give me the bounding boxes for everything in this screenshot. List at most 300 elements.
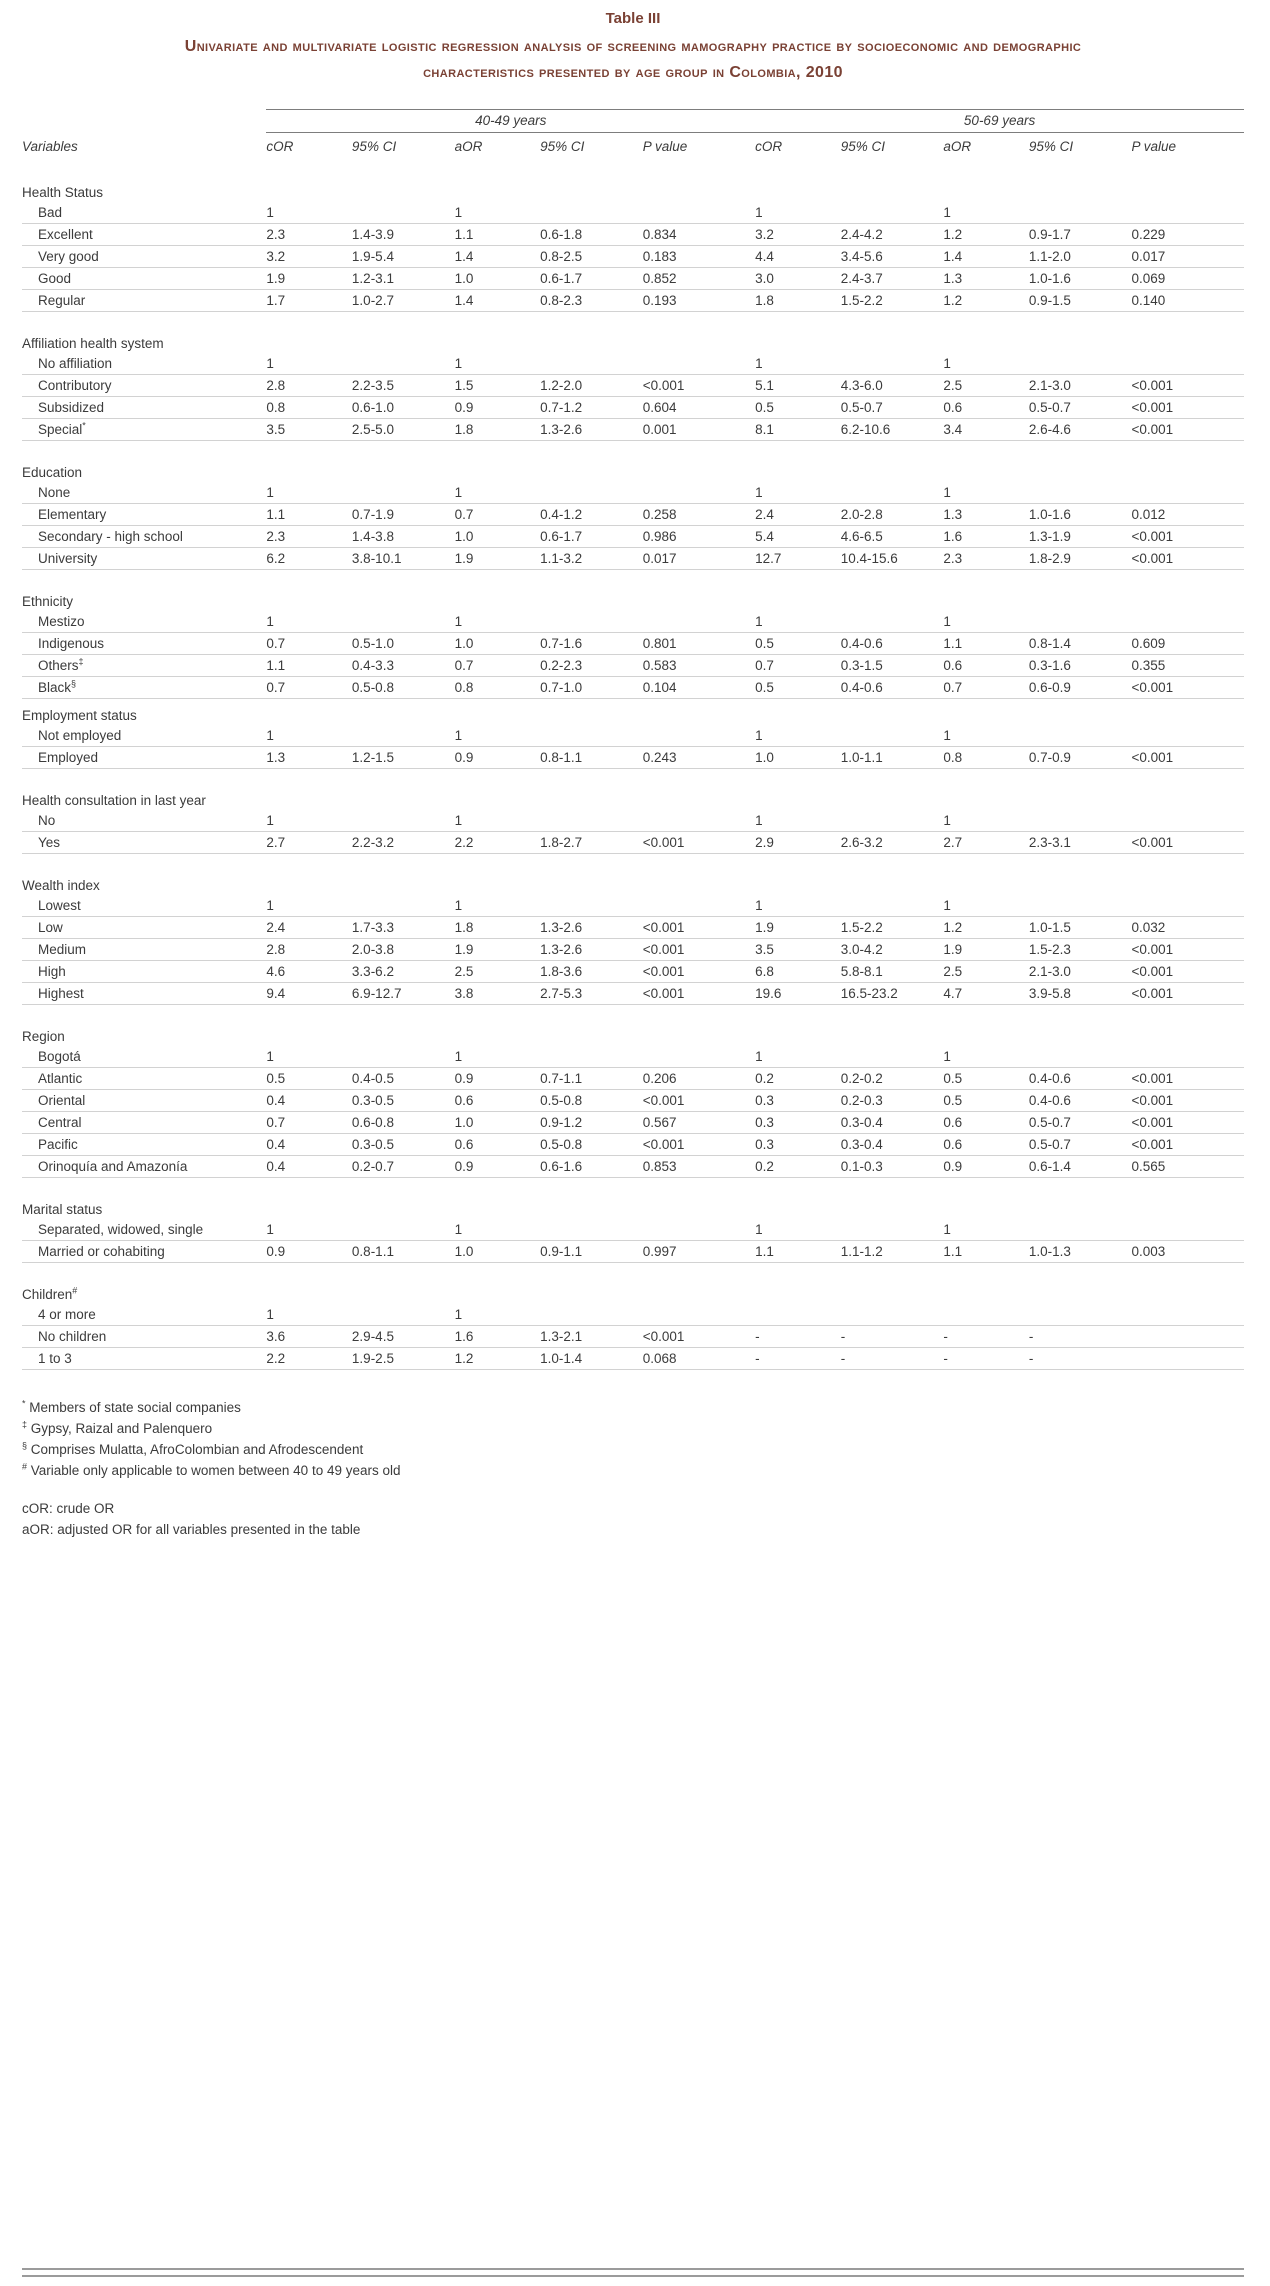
value-cell (540, 611, 643, 633)
value-cell: 2.2-3.5 (352, 375, 455, 397)
value-cell: 0.140 (1132, 290, 1245, 312)
value-cell (1132, 1304, 1245, 1326)
table-row (22, 961, 1244, 983)
value-cell: 1.9-2.5 (352, 1348, 455, 1370)
value-cell: 0.7 (266, 677, 352, 699)
section-gap (22, 441, 1244, 457)
row-label: 1 to 3 (22, 1348, 266, 1370)
value-cell (1132, 725, 1245, 747)
value-cell: 1 (266, 1304, 352, 1326)
value-cell: 0.6-0.8 (352, 1112, 455, 1134)
value-cell: 1.2 (455, 1348, 541, 1370)
value-cell: <0.001 (643, 1090, 755, 1112)
row-label: Good (22, 268, 266, 290)
value-cell: <0.001 (643, 375, 755, 397)
value-cell: 0.3-0.5 (352, 1134, 455, 1156)
section-title: Ethnicity (22, 594, 74, 610)
value-cell: 2.6-3.2 (841, 832, 944, 854)
row-label: Black§ (22, 677, 266, 699)
value-cell (1029, 353, 1132, 375)
value-cell: 1.1 (266, 655, 352, 677)
value-cell (841, 810, 944, 832)
value-cell: 1 (266, 1046, 352, 1068)
value-cell: 3.4 (943, 419, 1029, 441)
value-cell: 1 (455, 482, 541, 504)
value-cell: 0.4-0.6 (841, 677, 944, 699)
value-cell (540, 725, 643, 747)
row-label: No affiliation (22, 353, 266, 375)
value-cell: 1.3 (943, 268, 1029, 290)
value-cell: 0.9 (266, 1241, 352, 1263)
table-row (22, 268, 1244, 290)
value-cell (755, 1304, 841, 1326)
value-cell: 0.834 (643, 224, 755, 246)
row-label: Others‡ (22, 655, 266, 677)
value-cell: 1.1 (266, 504, 352, 526)
value-cell (1132, 895, 1245, 917)
value-cell: 1.8-3.6 (540, 961, 643, 983)
value-cell: 0.243 (643, 747, 755, 769)
value-cell: 0.5-0.7 (841, 397, 944, 419)
footnotes (22, 1398, 1244, 1482)
value-cell: 2.5 (943, 375, 1029, 397)
value-cell: 1 (455, 895, 541, 917)
row-label: Excellent (22, 224, 266, 246)
value-cell: 2.8 (266, 375, 352, 397)
value-cell: 1.4 (455, 290, 541, 312)
value-cell (643, 611, 755, 633)
row-label: High (22, 961, 266, 983)
section-header-row (22, 699, 1244, 726)
table-row (22, 1304, 1244, 1326)
value-cell: 5.1 (755, 375, 841, 397)
value-cell: <0.001 (1132, 1134, 1245, 1156)
value-cell: 1.0-1.1 (841, 747, 944, 769)
value-cell: <0.001 (1132, 747, 1245, 769)
value-cell: 6.2-10.6 (841, 419, 944, 441)
value-cell (1132, 353, 1245, 375)
value-cell (352, 1304, 455, 1326)
value-cell: 1.3 (266, 747, 352, 769)
table-row (22, 1219, 1244, 1241)
value-cell: <0.001 (1132, 1112, 1245, 1134)
table-row (22, 810, 1244, 832)
value-cell: 1.2-3.1 (352, 268, 455, 290)
table-row (22, 202, 1244, 224)
value-cell: 4.7 (943, 983, 1029, 1005)
section-gap (22, 1178, 1244, 1194)
value-cell: 0.4-0.6 (1029, 1068, 1132, 1090)
value-cell (540, 1219, 643, 1241)
value-cell: 1 (266, 482, 352, 504)
value-cell: - (755, 1326, 841, 1348)
value-cell: - (1029, 1348, 1132, 1370)
section-title: Children# (22, 1285, 78, 1303)
table-row (22, 655, 1244, 677)
abbreviation: cOR: crude OR (22, 1500, 115, 1516)
value-cell: <0.001 (643, 983, 755, 1005)
value-cell: - (943, 1348, 1029, 1370)
value-cell (643, 1304, 755, 1326)
section-gap (22, 570, 1244, 586)
value-cell (841, 1304, 944, 1326)
value-cell: 0.8-1.4 (1029, 633, 1132, 655)
value-cell: 1.0-1.6 (1029, 504, 1132, 526)
value-cell (841, 1046, 944, 1068)
value-cell: <0.001 (1132, 548, 1245, 570)
value-cell: 1 (266, 611, 352, 633)
value-cell: <0.001 (643, 832, 755, 854)
row-label: Employed (22, 747, 266, 769)
value-cell: 0.258 (643, 504, 755, 526)
value-cell: 0.6 (455, 1134, 541, 1156)
row-label: Married or cohabiting (22, 1241, 266, 1263)
value-cell: 1.1-3.2 (540, 548, 643, 570)
value-cell: 0.9-1.1 (540, 1241, 643, 1263)
value-cell: 0.069 (1132, 268, 1245, 290)
column-header-ci-3: 95% CI (840, 139, 885, 155)
section-title: Region (22, 1029, 65, 1045)
value-cell: 1.5 (455, 375, 541, 397)
value-cell: 3.6 (266, 1326, 352, 1348)
value-cell: 1 (943, 202, 1029, 224)
value-cell: <0.001 (1132, 1068, 1245, 1090)
value-cell: 19.6 (755, 983, 841, 1005)
value-cell: 1.1 (455, 224, 541, 246)
section-title: Health consultation in last year (22, 793, 206, 809)
table-header (22, 110, 1244, 162)
section-header-row (22, 784, 1244, 810)
value-cell: 0.565 (1132, 1156, 1245, 1178)
value-cell (1029, 202, 1132, 224)
value-cell (643, 353, 755, 375)
table-row (22, 353, 1244, 375)
row-label: University (22, 548, 266, 570)
value-cell: 1.1 (755, 1241, 841, 1263)
value-cell: - (841, 1326, 944, 1348)
value-cell (1029, 482, 1132, 504)
value-cell: 1.1 (943, 1241, 1029, 1263)
value-cell: 0.4-3.3 (352, 655, 455, 677)
row-label: Separated, widowed, single (22, 1219, 266, 1241)
value-cell: - (943, 1326, 1029, 1348)
value-cell: 3.5 (755, 939, 841, 961)
value-cell: 0.6 (943, 397, 1029, 419)
value-cell: 2.2 (266, 1348, 352, 1370)
value-cell: 6.9-12.7 (352, 983, 455, 1005)
value-cell: 1.9 (755, 917, 841, 939)
value-cell (352, 353, 455, 375)
value-cell: 0.193 (643, 290, 755, 312)
value-cell: 0.5 (755, 397, 841, 419)
value-cell (643, 1219, 755, 1241)
section-gap (22, 161, 1244, 176)
value-cell: 0.7 (266, 1112, 352, 1134)
value-cell: 2.6-4.6 (1029, 419, 1132, 441)
value-cell: 0.3-1.6 (1029, 655, 1132, 677)
value-cell: 1.1-2.0 (1029, 246, 1132, 268)
value-cell: 1.2 (943, 917, 1029, 939)
bottom-double-rule (22, 2268, 1244, 2277)
value-cell: 0.5-0.8 (540, 1134, 643, 1156)
row-label: Lowest (22, 895, 266, 917)
value-cell: 0.4 (266, 1156, 352, 1178)
value-cell: 2.1-3.0 (1029, 375, 1132, 397)
value-cell: 0.4-1.2 (540, 504, 643, 526)
header-corner (22, 110, 266, 133)
value-cell: 0.8-1.1 (352, 1241, 455, 1263)
value-cell: 0.6-0.9 (1029, 677, 1132, 699)
footnote: § Comprises Mulatta, AfroColombian and Afrodescendent (22, 1440, 364, 1458)
value-cell: 1 (755, 1046, 841, 1068)
value-cell: 0.3 (755, 1112, 841, 1134)
table-row (22, 983, 1244, 1005)
table-row (22, 917, 1244, 939)
value-cell: 0.5-0.7 (1029, 397, 1132, 419)
value-cell: 2.0-3.8 (352, 939, 455, 961)
value-cell: 0.5-0.8 (540, 1090, 643, 1112)
value-cell: 2.0-2.8 (841, 504, 944, 526)
value-cell: 16.5-23.2 (841, 983, 944, 1005)
value-cell: 5.8-8.1 (841, 961, 944, 983)
value-cell: 0.3-0.5 (352, 1090, 455, 1112)
value-cell: 2.4 (266, 917, 352, 939)
value-cell (1029, 1046, 1132, 1068)
value-cell: <0.001 (1132, 832, 1245, 854)
table-row (22, 611, 1244, 633)
value-cell: 3.9-5.8 (1029, 983, 1132, 1005)
value-cell: 2.3 (943, 548, 1029, 570)
value-cell: 1 (943, 895, 1029, 917)
value-cell: 0.6 (943, 1112, 1029, 1134)
value-cell (540, 1304, 643, 1326)
value-cell: 1.6 (943, 526, 1029, 548)
value-cell: <0.001 (1132, 677, 1245, 699)
section-title: Employment status (22, 708, 137, 724)
value-cell: 1.8 (755, 290, 841, 312)
value-cell: 1 (755, 611, 841, 633)
value-cell: 1 (455, 353, 541, 375)
value-cell: 2.5 (455, 961, 541, 983)
value-cell (352, 202, 455, 224)
value-cell: 1.9 (455, 548, 541, 570)
value-cell: 1.0 (455, 1241, 541, 1263)
value-cell: <0.001 (643, 961, 755, 983)
value-cell: - (841, 1348, 944, 1370)
value-cell: 2.4-4.2 (841, 224, 944, 246)
row-label: Low (22, 917, 266, 939)
table-row (22, 1112, 1244, 1134)
value-cell: 6.8 (755, 961, 841, 983)
value-cell (841, 482, 944, 504)
value-cell: 1 (755, 482, 841, 504)
section-gap (22, 312, 1244, 328)
value-cell: - (1029, 1326, 1132, 1348)
value-cell: 1.0 (455, 268, 541, 290)
table-row (22, 419, 1244, 441)
value-cell (352, 611, 455, 633)
value-cell: 1 (755, 202, 841, 224)
section-header-row (22, 456, 1244, 482)
value-cell: 1.0-1.6 (1029, 268, 1132, 290)
value-cell: 0.9-1.7 (1029, 224, 1132, 246)
value-cell (1132, 810, 1245, 832)
value-cell: 1.4-3.8 (352, 526, 455, 548)
row-label: Pacific (22, 1134, 266, 1156)
row-label: Central (22, 1112, 266, 1134)
column-header-row (22, 133, 1244, 162)
row-label: No children (22, 1326, 266, 1348)
column-header-pvalue-2: P value (1131, 139, 1177, 155)
section-title: Marital status (22, 1202, 103, 1218)
value-cell: 3.0 (755, 268, 841, 290)
value-cell (540, 1046, 643, 1068)
row-label: Bogotá (22, 1046, 266, 1068)
value-cell: 0.6-1.6 (540, 1156, 643, 1178)
value-cell: 1.4-3.9 (352, 224, 455, 246)
value-cell: 1.0-1.4 (540, 1348, 643, 1370)
value-cell: 2.7 (943, 832, 1029, 854)
value-cell (352, 482, 455, 504)
value-cell: 1 (943, 1219, 1029, 1241)
value-cell: <0.001 (1132, 961, 1245, 983)
value-cell: 0.7-1.6 (540, 633, 643, 655)
value-cell: 0.3-0.4 (841, 1112, 944, 1134)
column-header-cor-2: cOR (755, 139, 783, 155)
group-header-40-49: 40-49 years (266, 110, 755, 133)
value-cell: 0.4 (266, 1090, 352, 1112)
value-cell: 0.229 (1132, 224, 1245, 246)
value-cell (1132, 1219, 1245, 1241)
value-cell (1029, 725, 1132, 747)
value-cell: 4.6-6.5 (841, 526, 944, 548)
section-gap (22, 1005, 1244, 1021)
value-cell: 0.2-0.3 (841, 1090, 944, 1112)
value-cell: 1.5-2.2 (841, 290, 944, 312)
value-cell: 0.9 (455, 747, 541, 769)
value-cell: 1.9 (943, 939, 1029, 961)
row-label: Regular (22, 290, 266, 312)
value-cell: 6.2 (266, 548, 352, 570)
value-cell: 0.5-0.7 (1029, 1134, 1132, 1156)
value-cell: 1.9 (455, 939, 541, 961)
value-cell: 0.3-1.5 (841, 655, 944, 677)
value-cell: 1 (455, 810, 541, 832)
value-cell: 1.7-3.3 (352, 917, 455, 939)
column-header-variables: Variables (22, 138, 78, 154)
value-cell: 4.3-6.0 (841, 375, 944, 397)
value-cell: 1 (455, 725, 541, 747)
value-cell: 2.8 (266, 939, 352, 961)
value-cell (1132, 1046, 1245, 1068)
table-row (22, 224, 1244, 246)
value-cell: 0.6-1.7 (540, 268, 643, 290)
value-cell (643, 1046, 755, 1068)
regression-table (22, 109, 1244, 1370)
value-cell: <0.001 (1132, 419, 1245, 441)
column-header-aor-2: aOR (943, 139, 972, 155)
value-cell: 1.3-2.6 (540, 939, 643, 961)
value-cell: 0.3-0.4 (841, 1134, 944, 1156)
section-gap (22, 854, 1244, 870)
value-cell: 0.003 (1132, 1241, 1245, 1263)
value-cell: 1.8 (455, 419, 541, 441)
value-cell: 2.9-4.5 (352, 1326, 455, 1348)
row-label: Secondary - high school (22, 526, 266, 548)
table-row (22, 397, 1244, 419)
abbreviation: aOR: adjusted OR for all variables presented in the table (22, 1521, 361, 1537)
value-cell: 1 (266, 725, 352, 747)
value-cell (841, 895, 944, 917)
value-cell (1132, 202, 1245, 224)
value-cell (1029, 810, 1132, 832)
value-cell: 0.8-2.3 (540, 290, 643, 312)
value-cell: 1.4 (943, 246, 1029, 268)
table-row (22, 548, 1244, 570)
table-title: Univariate and multivariate logistic regression analysis of screening mamography practice by socioeconomic and demographic characteristics presented by age group in Colombia, 2010 (184, 38, 1082, 81)
footnote: * Members of state social companies (22, 1398, 241, 1416)
value-cell: 0.4-0.6 (841, 633, 944, 655)
value-cell: 1.1 (943, 633, 1029, 655)
value-cell: 1.8-2.9 (1029, 548, 1132, 570)
value-cell: 2.3-3.1 (1029, 832, 1132, 854)
value-cell: <0.001 (643, 939, 755, 961)
value-cell: 0.2 (755, 1068, 841, 1090)
value-cell: 1 (455, 1304, 541, 1326)
value-cell: 2.3 (266, 224, 352, 246)
section-gap (22, 1263, 1244, 1279)
row-label: Not employed (22, 725, 266, 747)
value-cell: 1.0 (455, 526, 541, 548)
value-cell: <0.001 (1132, 939, 1245, 961)
value-cell: 1.3-1.9 (1029, 526, 1132, 548)
value-cell: 0.5 (943, 1068, 1029, 1090)
value-cell: 0.6 (943, 655, 1029, 677)
row-label: Orinoquía and Amazonía (22, 1156, 266, 1178)
column-header-ci-2: 95% CI (540, 139, 585, 155)
value-cell (841, 202, 944, 224)
value-cell: 1 (755, 1219, 841, 1241)
table-row (22, 375, 1244, 397)
table-row (22, 526, 1244, 548)
section-header-row (22, 585, 1244, 611)
value-cell: 0.9 (455, 1156, 541, 1178)
row-label: Very good (22, 246, 266, 268)
value-cell (841, 611, 944, 633)
value-cell: <0.001 (1132, 983, 1245, 1005)
value-cell: 1.3 (943, 504, 1029, 526)
value-cell: 0.6-1.4 (1029, 1156, 1132, 1178)
value-cell: 10.4-15.6 (841, 548, 944, 570)
value-cell: 0.4-0.6 (1029, 1090, 1132, 1112)
value-cell: 0.9-1.2 (540, 1112, 643, 1134)
value-cell: 0.068 (643, 1348, 755, 1370)
value-cell: <0.001 (1132, 1090, 1245, 1112)
value-cell: 0.5-1.0 (352, 633, 455, 655)
value-cell: <0.001 (1132, 397, 1245, 419)
value-cell: 2.4-3.7 (841, 268, 944, 290)
table-row (22, 633, 1244, 655)
value-cell: 1 (266, 353, 352, 375)
value-cell (643, 482, 755, 504)
value-cell: 3.8-10.1 (352, 548, 455, 570)
section-header-row (22, 176, 1244, 202)
value-cell: 0.604 (643, 397, 755, 419)
value-cell: 0.9 (455, 397, 541, 419)
value-cell (841, 725, 944, 747)
value-cell: 0.017 (1132, 246, 1245, 268)
value-cell: 1.9 (266, 268, 352, 290)
